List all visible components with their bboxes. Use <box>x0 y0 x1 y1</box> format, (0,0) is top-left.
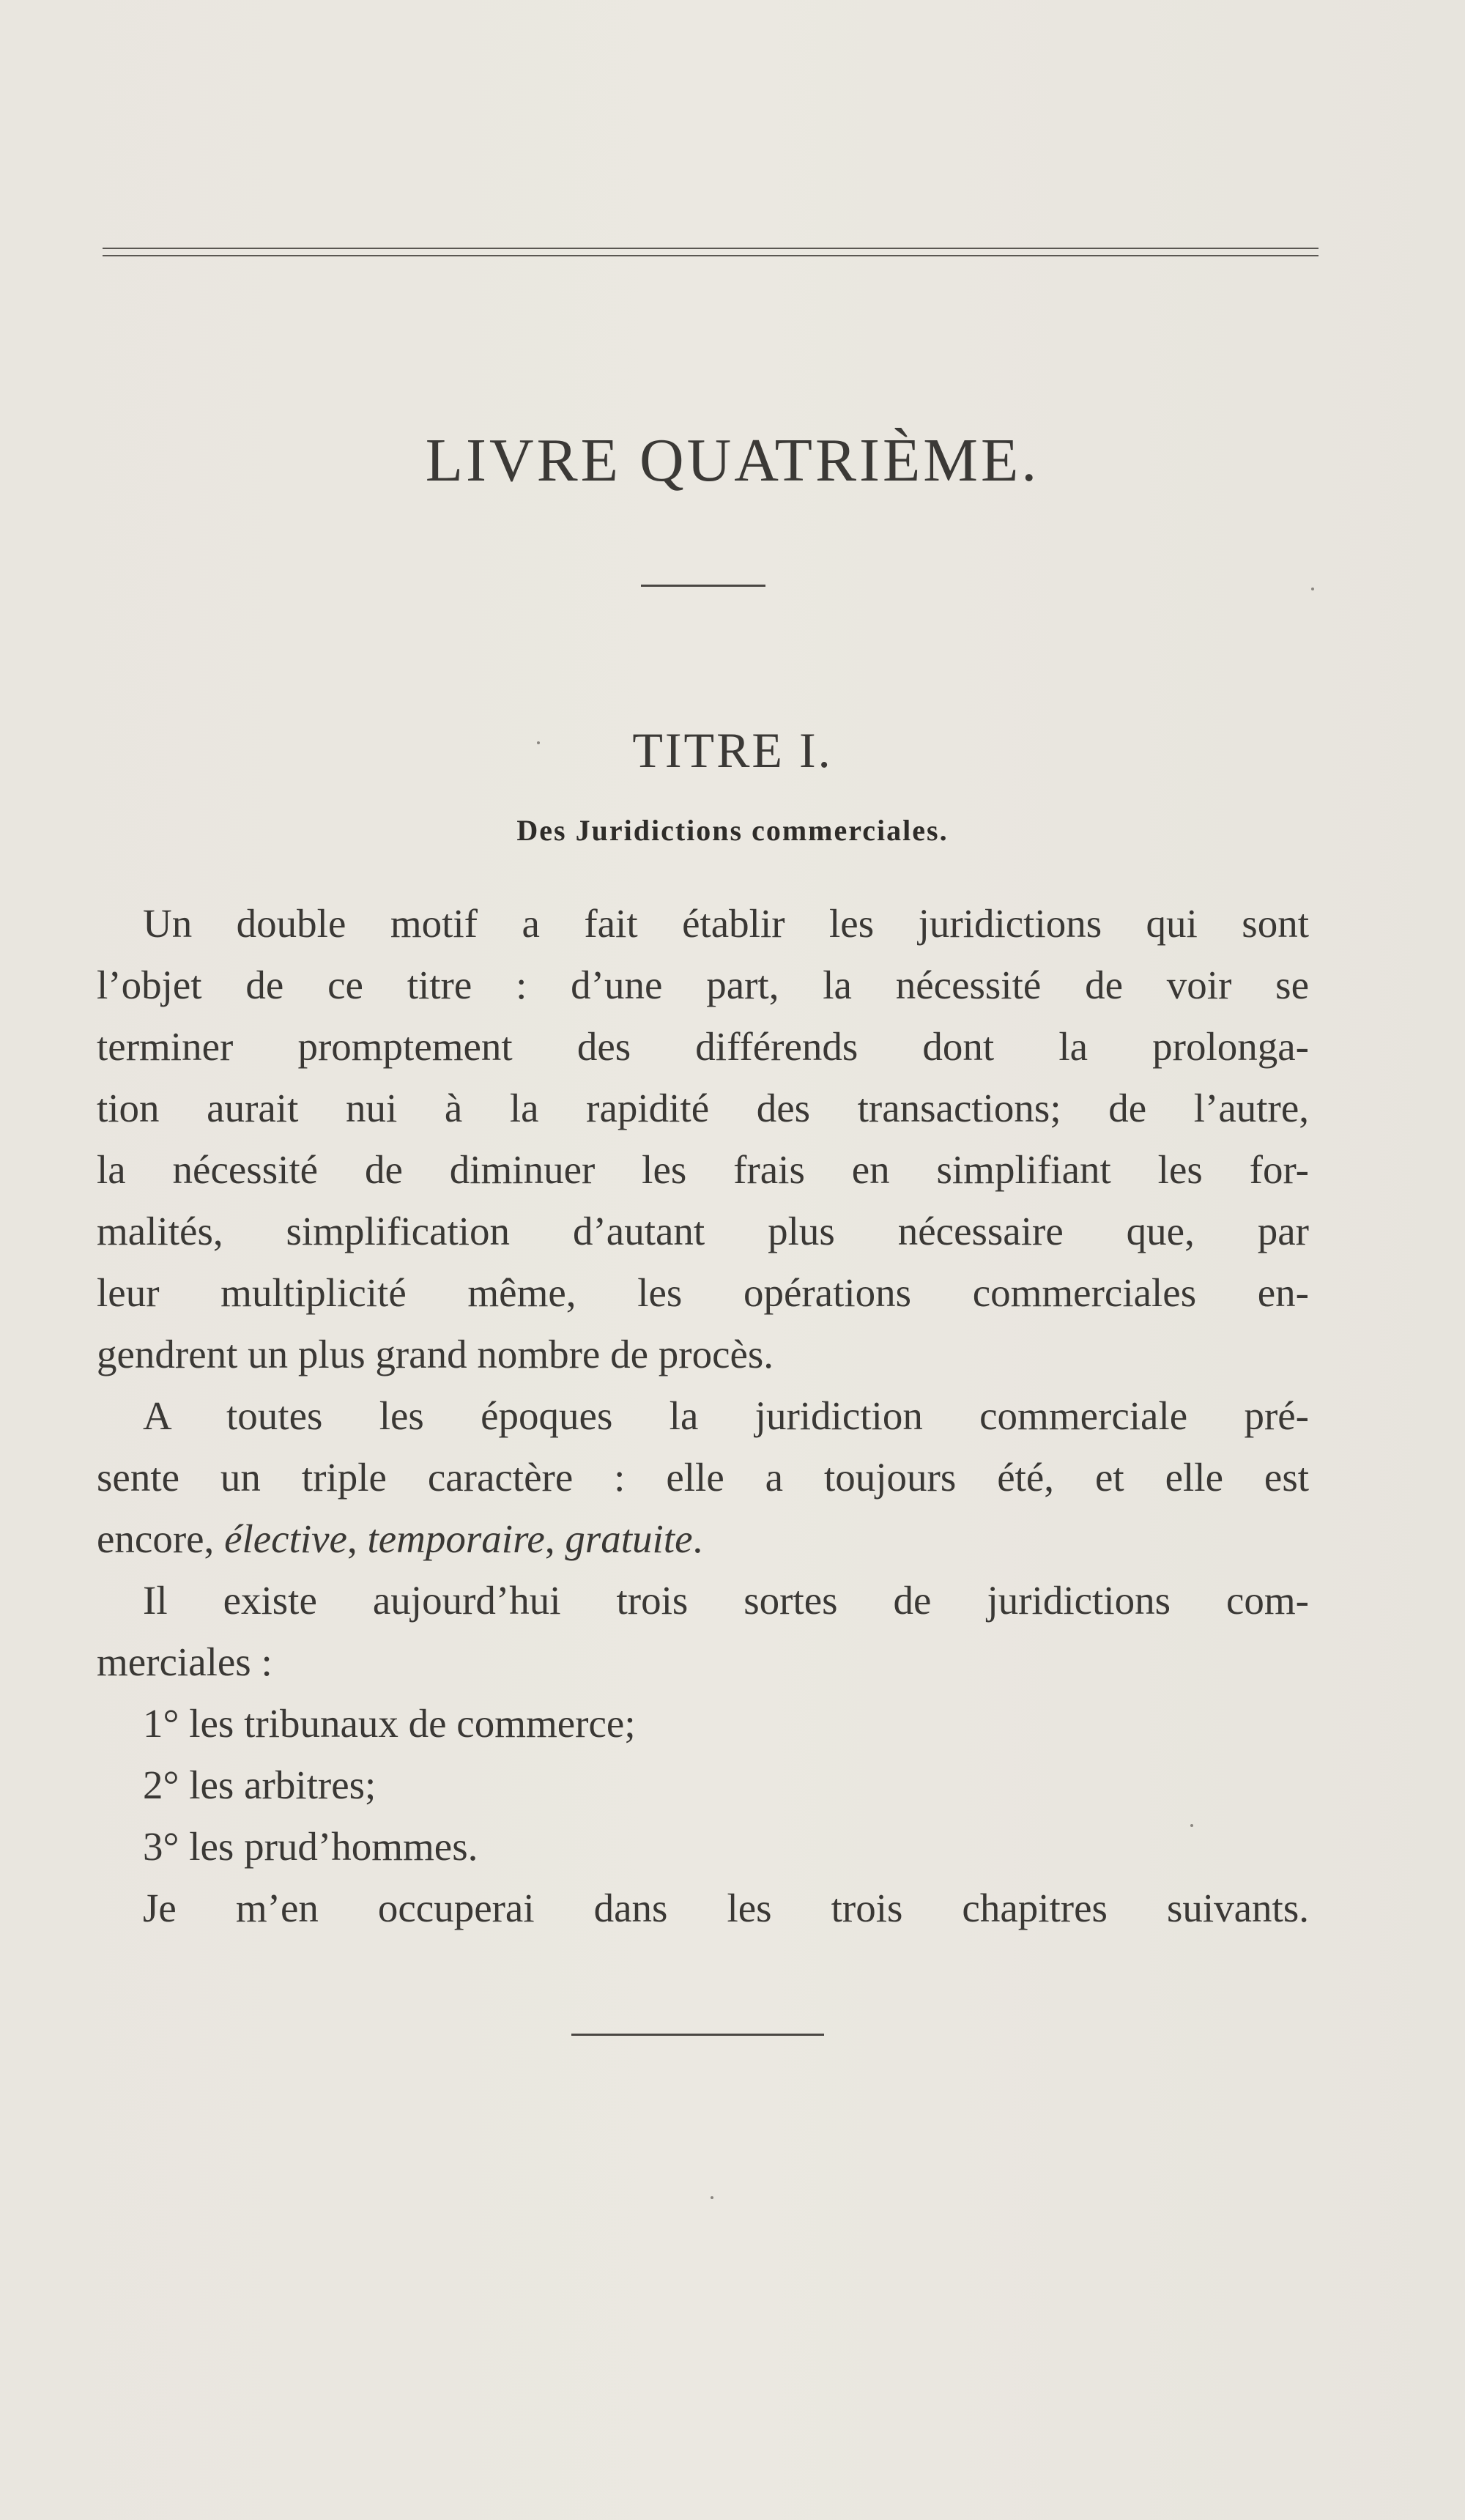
line-prefix: encore, <box>97 1516 225 1561</box>
paper-speck <box>1190 1824 1193 1827</box>
paragraph-line: leur multiplicité même, les opérations commerciales en- <box>97 1270 1309 1315</box>
list-item: 3° les prud’hommes. <box>143 1824 478 1869</box>
italic-temporaire: temporaire <box>367 1516 545 1561</box>
paragraph-line-with-italics <box>97 1510 1309 1568</box>
list-item: 2° les arbitres; <box>143 1763 377 1807</box>
line-suffix: . <box>692 1516 703 1561</box>
paragraph-line: tion aurait nui à la rapidité des transactions; de l’autre, <box>97 1086 1309 1130</box>
header-rule-line-1 <box>103 248 1318 249</box>
section-title: TITRE I. <box>632 722 833 778</box>
section-subtitle: Des Juridictions commerciales. <box>516 814 949 847</box>
header-double-rule <box>103 248 1318 262</box>
separator: , <box>346 1516 368 1561</box>
paragraph-line: malités, simplification d’autant plus nécessaire que, par <box>97 1209 1309 1253</box>
paragraph-line: A toutes les époques la juridiction commerciale pré- <box>143 1393 1309 1438</box>
paper-speck <box>711 2196 713 2199</box>
paper-speck <box>1311 588 1314 590</box>
separator: , <box>544 1516 565 1561</box>
paragraph-line: la nécessité de diminuer les frais en simplifiant les for- <box>97 1147 1309 1192</box>
paragraph-line: terminer promptement des différends dont la prolonga- <box>97 1024 1309 1069</box>
paragraph-line: gendrent un plus grand nombre de procès. <box>97 1332 774 1376</box>
header-rule-line-2 <box>103 255 1318 256</box>
title-separator-rule <box>641 585 765 587</box>
italic-elective: élective <box>224 1516 347 1561</box>
closing-line: Je m’en occuperai dans les trois chapitres suivants. <box>143 1886 1309 1930</box>
paragraph-line: l’objet de ce titre : d’une part, la nécessité de voir se <box>97 963 1309 1007</box>
paragraph-line: Il existe aujourd’hui trois sortes de juridictions com- <box>143 1578 1309 1623</box>
paragraph-line: Un double motif a fait établir les juridictions qui sont <box>143 901 1309 946</box>
book-title: LIVRE QUATRIÈME. <box>425 426 1040 494</box>
italic-gratuite: gratuite <box>565 1516 693 1561</box>
paper-speck <box>537 741 540 744</box>
end-separator-rule <box>571 2034 824 2036</box>
list-item: 1° les tribunaux de commerce; <box>143 1701 636 1746</box>
paragraph-line: merciales : <box>97 1639 272 1684</box>
paragraph-line: sente un triple caractère : elle a toujours été, et elle est <box>97 1455 1309 1500</box>
